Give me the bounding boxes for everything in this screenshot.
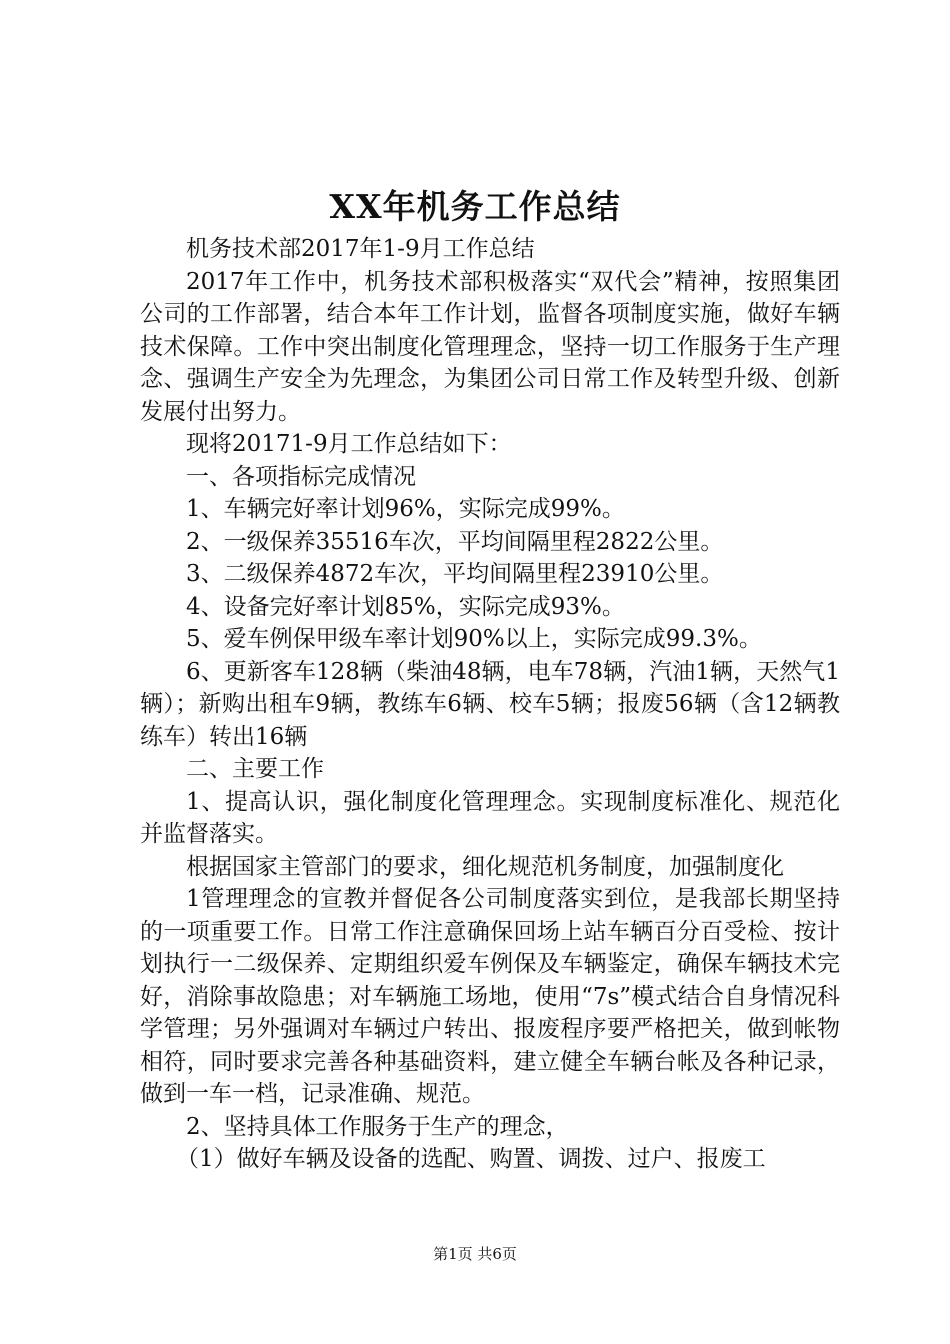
paragraph-subtitle: 机务技术部2017年1-9月工作总结 bbox=[186, 236, 535, 262]
indicator-item: 6、更新客车128辆（柴油48辆，电车78辆，汽油1辆，天然气1辆）；新购出租车9辆，教练车6辆、校车5辆；报废56辆（含12辆教练车）转出16辆 bbox=[140, 658, 840, 750]
work-item: 2、坚持具体工作服务于生产的理念， bbox=[186, 1113, 569, 1140]
indicator-item: 3、二级保养4872车次，平均间隔里程23910公里。 bbox=[186, 561, 724, 587]
section-heading-main-work: 二、主要工作 bbox=[186, 756, 324, 782]
body-paragraph: 根据国家主管部门的要求，细化规范机务制度，加强制度化 bbox=[186, 853, 784, 880]
indicator-item: 2、一级保养35516车次，平均间隔里程2822公里。 bbox=[186, 528, 724, 555]
indicator-item: 1、车辆完好率计划96%，实际完成99%。 bbox=[186, 496, 625, 522]
paragraph-intro: 2017年工作中，机务技术部积极落实“双代会”精神，按照集团公司的工作部署，结合本年工作计划，监督各项制度实施，做好车辆技术保障。工作中突出制度化管理理念，坚持一切工作服务于生产理念、强调生产安全为先理念，为集团公司日常工作及转型升级、创新发展付出努力。 bbox=[140, 268, 840, 425]
body-paragraph: 1管理理念的宣教并督促各公司制度落实到位，是我部长期坚持的一项重要工作。日常工作注意确保回场上站车辆百分百受检、按计划执行一二级保养、定期组织爱车例保及车辆鉴定，确保车辆技术完好，消除事故隐患；对车辆施工场地，使用“7s”模式结合自身情况科学管理；另外强调对车辆过户转出、报废程序要严格把关，做到帐物相符，同时要求完善各种基础资料，建立健全车辆台帐及各种记录，做到一车一档，记录准确、规范。 bbox=[140, 886, 840, 1107]
indicator-item: 5、爱车例保甲级车率计划90%以上，实际完成99.3%。 bbox=[186, 626, 762, 652]
document-body bbox=[140, 233, 840, 1176]
page-footer: 第1页 共6页 bbox=[433, 1245, 517, 1263]
work-subitem: （1）做好车辆及设备的选配、购置、调拨、过户、报废工 bbox=[176, 1146, 766, 1172]
paragraph-summary-lead: 现将20171-9月工作总结如下： bbox=[186, 431, 512, 457]
document-title: XX年机务工作总结 bbox=[329, 187, 621, 226]
work-item: 1、提高认识，强化制度化管理理念。实现制度标准化、规范化并监督落实。 bbox=[140, 788, 840, 847]
indicator-item: 4、设备完好率计划85%，实际完成93%。 bbox=[186, 593, 625, 620]
section-heading-indicators: 一、各项指标完成情况 bbox=[186, 463, 416, 490]
